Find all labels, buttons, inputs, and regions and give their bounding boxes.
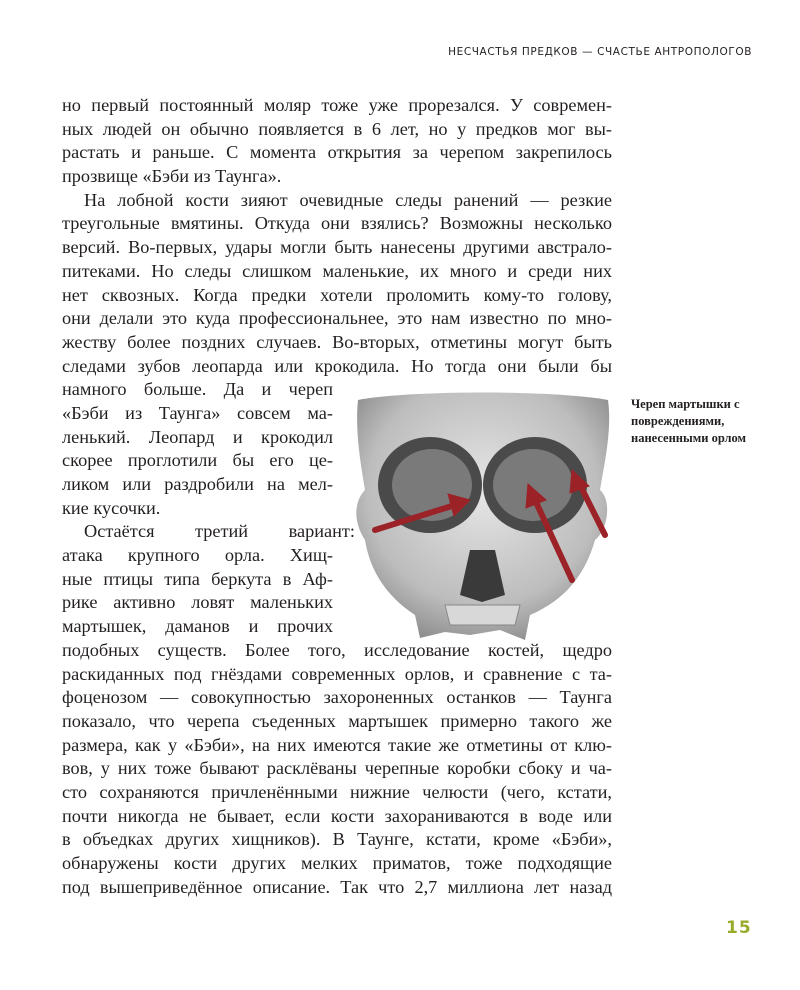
text-line: ликом или раздробили на мел-	[62, 474, 333, 494]
text-line: подобных существ. Более того, исследование костей, щедро	[62, 639, 612, 660]
text-line: «Бэби из Таунга» совсем ма-	[62, 402, 333, 423]
text-line: ные птицы типа беркута в Аф-	[62, 568, 333, 589]
text-line: питеками. Но следы слишком маленькие, их много и среди них	[62, 260, 612, 281]
text-line: показало, что черепа съеденных мартышек примерно такого же	[62, 710, 612, 731]
text-line: раскиданных под гнёздами современных орлов, и сравнение с та-	[62, 663, 612, 684]
text-line: вов, у них тоже бывают расклёваны черепные коробки сбоку и ча-	[62, 758, 612, 779]
text-line: треугольные вмятины. Откуда они взялись? Возможны несколько	[62, 213, 612, 234]
text-line: под вышеприведённое описание. Так что 2,7 миллиона лет назад	[62, 876, 612, 897]
text-line: ных людей он обычно появляется в 6 лет, но у предков мог вы-	[62, 118, 612, 139]
text-line: но первый постоянный моляр тоже уже прорезался. У современ-	[62, 95, 612, 115]
text-line: намного больше. Да и череп	[62, 379, 333, 400]
text-line: обнаружены кости других мелких приматов, тоже подходящие	[62, 853, 612, 873]
text-line: На лобной кости зияют очевидные следы ранений — резкие	[84, 189, 612, 210]
text-line: они делали это куда профессиональнее, это нам известно по мно-	[62, 308, 612, 329]
text-line: Остаётся третий вариант:	[84, 521, 355, 542]
text-line: кие кусочки.	[62, 497, 161, 518]
text-line: версий. Во-первых, удары могли быть нанесены другими австрало-	[62, 237, 612, 258]
text-line: фоценозом — совокупностью захороненных останков — Таунга	[62, 687, 612, 708]
figure-caption: Череп мартышки с повреждениями, нанесенными орлом	[631, 397, 747, 445]
text-line: прозвище «Бэби из Таунга».	[62, 166, 282, 187]
skull-illustration	[350, 390, 615, 645]
text-line: жеству более поздних случаев. Во-вторых, отметины могут быть	[62, 331, 612, 352]
text-line: скорее проглотили бы его це-	[62, 450, 333, 471]
page-number: 15	[726, 918, 752, 938]
text-line: ленький. Леопард и крокодил	[62, 426, 333, 447]
text-line: нет сквозных. Когда предки хотели проломить кому-то голову,	[62, 284, 612, 305]
text-line: мартышек, даманов и прочих	[62, 616, 333, 637]
text-line: атака крупного орла. Хищ-	[62, 545, 333, 566]
text-line: почти никогда не бывает, если кости захораниваются в воде или	[62, 805, 612, 826]
text-line: следами зубов леопарда или крокодила. Но тогда они были бы	[62, 355, 612, 376]
text-line: рике активно ловят маленьких	[62, 592, 333, 613]
text-line: в объедках других хищников). В Таунге, кстати, кроме «Бэби»,	[62, 829, 612, 850]
text-line: сто сохраняются причленёнными нижние челюсти (чего, кстати,	[62, 781, 612, 802]
text-line: размера, как у «Бэби», на них имеются такие же отметины от клю-	[62, 734, 612, 755]
text-line: растать и раньше. С момента открытия за черепом закрепилось	[62, 142, 612, 163]
running-header: НЕСЧАСТЬЯ ПРЕДКОВ — СЧАСТЬЕ АНТРОПОЛОГОВ	[448, 46, 752, 58]
